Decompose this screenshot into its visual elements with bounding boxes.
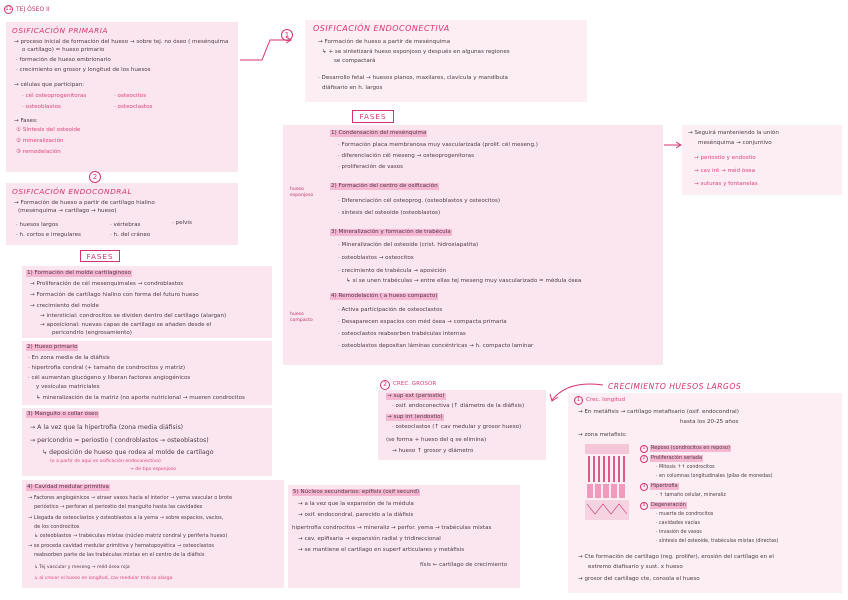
endocondral-step-title: 4) Cavidad medular primitiva	[27, 484, 109, 490]
step-line: · osteoclastos reabsorben trabéculas internas	[338, 331, 466, 337]
endocondral-line: · vértebras	[110, 222, 141, 228]
step-line: → de tipo esponjoso	[130, 467, 176, 472]
step-line: perióstico → perforan el periostio del manguito hasta las cavidades	[34, 504, 203, 510]
primaria-line: · crecimiento en grosor y longitud de los huesos	[16, 67, 151, 73]
largos-line: → zona metafisis:	[578, 432, 627, 438]
grosor-line: → hueso ↑ grosor y diámetro	[392, 448, 474, 454]
side-label-esponjoso: hueso esponjoso	[290, 187, 314, 198]
largos-bottom-line: → grosor del cartílago cte, consola el hueso	[578, 576, 700, 582]
largos-sub-title: Crec. longitud	[586, 397, 626, 403]
right-line: → periostio y endostio	[694, 155, 756, 161]
growth-plate-illustration	[585, 444, 629, 520]
primaria-line: o cartílago) = hueso primario	[22, 47, 105, 53]
endocondral-line: · pelvis	[172, 220, 192, 226]
zone-number: 4	[640, 502, 648, 510]
zone-line: · ↑ tamaño celular, mineraliz	[656, 493, 726, 498]
endoconectiva-number: 1	[281, 29, 293, 41]
endoconectiva-step-title: 3) Mineralización y formación de trabécula	[331, 229, 451, 235]
step-line: ↳ deposición de hueso que rodea al molde de cartílago	[42, 449, 214, 456]
step-line: · Mineralización del osteoide (crist. hidroxiapatita)	[338, 242, 479, 248]
step-line: · Desaparecen espacios con méd ósea → compacta primaria	[338, 319, 507, 325]
endocondral-line: · huesos largos	[16, 222, 59, 228]
step-line: · osteoblastos → osteocitos	[338, 255, 414, 261]
right-line: → Seguirá manteniendo la unión	[688, 130, 779, 136]
endocondral-step-title: 2) Hueso primario	[27, 344, 78, 350]
endoconectiva-step-title: 1) Condensación del mesénquima	[331, 130, 427, 136]
step-line: y vesículas matriciales	[36, 384, 100, 390]
endoconectiva-fases-label: FASES	[352, 110, 394, 123]
step-line: → a la vez que la expansión de la médula	[298, 501, 414, 507]
step-line: → Llegada de osteoclastos y osteoblastos a la yema → sobre espacios, vacíos,	[28, 515, 224, 521]
step-line: ↳ osteoblastos → trabéculas mixtas (núcleo matriz condral y periferia hueso)	[34, 533, 228, 539]
zone-line: · cavidades vacías	[656, 521, 700, 526]
endocondral-line: · h. del cráneo	[110, 232, 151, 238]
step-line: → cav. epifisaria → expansión radial y tridireccional	[298, 536, 441, 542]
step-line: → intersticial: condrocitos se dividen dentro del cartílago (alargan)	[40, 313, 227, 319]
endocondral-title: OSIFICACIÓN ENDOCONDRAL	[12, 187, 133, 196]
zone-title: Proliferación seriada	[651, 455, 703, 461]
right-line: mesénquima → conjuntivo	[698, 140, 772, 146]
step-line: de los condrocitos	[34, 524, 80, 530]
endoconectiva-line: ↳ + se sintetizará hueso esponjoso y después en algunas regiones	[322, 49, 510, 55]
primaria-cells-label: → células que participan:	[14, 82, 85, 88]
grosor-line: · osif. endoconectiva (↑ diámetro de la diáfisis)	[392, 403, 525, 409]
step-line: · hipertrofia condral (+ tamaño de condrocitos y matriz)	[28, 365, 186, 371]
step-line: ↳ al crecer el hueso en longitud, cav medular tmb se alarga	[34, 576, 173, 581]
endocondral-line: · h. cortos e irregulares	[16, 232, 81, 238]
step-line: → Formación de cartílago hialino con forma del futuro hueso	[30, 292, 199, 298]
step-line: hipertrofia condrocitos → mineraliz → perfor. yema → trabéculas mixtas	[292, 525, 492, 531]
primaria-phase: ③ remodelación	[16, 149, 61, 155]
endocondral-fases-label: FASES	[80, 250, 120, 262]
step-line: · Formación placa membranosa muy vascularizada (prolif. cél meseng.)	[338, 142, 538, 148]
primaria-line: · formación de hueso embrionario	[16, 57, 111, 63]
right-line: → cav int → méd ósea	[694, 168, 756, 174]
endoconectiva-line: diáfisario en h. largos	[322, 85, 383, 91]
endocondral-step-title: 1) Formación del molde cartilaginoso	[27, 270, 131, 276]
zone-number: 3	[640, 483, 648, 491]
step-line: físis ← cartílago de crecimiento	[420, 562, 508, 568]
step-line: · Activa participación de osteoclastos	[338, 307, 443, 313]
step-line: · Diferenciación cél osteoprog. (osteoblastos y osteocitos)	[338, 198, 501, 204]
cell-type: · osteoclastos	[114, 104, 153, 110]
zone-number: 1	[640, 445, 648, 453]
grosor-number: 2	[380, 380, 390, 390]
zone-title: Degeneración	[651, 502, 686, 508]
zone-line: · invasión de vasos	[656, 530, 702, 535]
endoconectiva-step-title: 4) Remodelación ( a hueso compacto)	[331, 293, 438, 299]
endoconectiva-title: OSIFICACIÓN ENDOCONECTIVA	[313, 24, 450, 33]
zone-line: · Mitosis ↑↑ condrocitos	[656, 465, 715, 470]
step-line: ↳ si se unen trabéculas → entre ellas tej meseng muy vascularizado = médula ósea	[346, 278, 582, 284]
endocondral-line: (mesénquima → cartílago → hueso)	[18, 208, 117, 214]
step-line: · crecimiento de trabécula → aposición	[338, 268, 447, 274]
connector-arrow	[240, 32, 300, 62]
endoconectiva-line: · Desarrollo fetal → huesos planos, maxilares, clavícula y mandíbula	[318, 75, 508, 81]
grosor-line: → sup ext (periostio)	[387, 393, 445, 399]
largos-bottom-line: extremo diafisario y sust. x hueso	[588, 564, 683, 570]
step-line: · proliferación de vasos	[338, 164, 404, 170]
primaria-title: OSIFICACIÓN PRIMARIA	[12, 26, 108, 35]
zone-title: Hipertrofia	[651, 483, 678, 489]
zone-line: · síntesis del osteoide, trabéculas mixtas (directas)	[656, 539, 779, 544]
endoconectiva-line: se compactará	[334, 58, 376, 64]
step-line: ↳ mineralización de la matriz (no aporte nutricional → mueren condrocitos	[36, 395, 245, 401]
page-title: TEJ ÓSEO II	[16, 6, 50, 13]
step-line: pericondrio (engrosamiento)	[52, 330, 132, 336]
primaria-line: → proceso inicial de formación del hueso → sobre tej. no óseo ( mesénquima	[14, 39, 229, 45]
cell-type: · osteoblastos	[22, 104, 61, 110]
cell-type: · cél osteoprogenitoras	[22, 93, 87, 99]
endoconectiva-step-title: 2) Formación del centro de osificación	[331, 183, 438, 189]
zone-title: Reposo (condrocitos en reposo)	[651, 445, 730, 451]
step-line: → pericondrio = periostio ( condroblastos → osteoblastos)	[30, 437, 209, 444]
step-line: · síntesis del osteoide (osteoblastos)	[338, 210, 441, 216]
endocondral-step-title: 5) Núcleos secundarios: epífisis (osif secund)	[293, 489, 420, 495]
primaria-phase: ① Síntesis del osteoide	[16, 127, 81, 133]
zone-number: 2	[640, 455, 648, 463]
right-line: → suturas y fontanelas	[694, 181, 758, 187]
endocondral-number: 2	[89, 171, 101, 183]
endocondral-step-title: 3) Manguito o collar óseo	[27, 411, 98, 417]
grosor-line: (se forma + hueso del q se elimina)	[386, 437, 487, 443]
fases-connector-arrow	[664, 141, 684, 149]
step-line: → osif. endocondral, parecido a la diáfisis	[298, 512, 414, 518]
step-line: reabsorben parte de las trabéculas mixtas en el centro de la diáfisis	[34, 552, 205, 558]
step-line: · diferenciación cél meseng → osteoprogenitoras	[338, 153, 474, 159]
endoconectiva-line: → Formación de hueso a partir de mesénquima	[318, 39, 451, 45]
grosor-line: → sup int (endostio)	[387, 414, 443, 420]
step-line: → Proliferación de cél mesenquimales → condroblastos	[30, 281, 184, 287]
step-line: → A la vez que la hipertrofia (zona media diáfisis)	[30, 424, 184, 431]
page-number-circle: 11	[5, 6, 12, 12]
step-line: → se mantiene el cartílago en superf articulares y metáfisis	[298, 547, 465, 553]
step-line: · En zona media de la diáfisis	[28, 355, 110, 361]
largos-bottom-line: → Cte formación de cartílago (reg. prolifer), erosión del cartílago en el	[578, 554, 774, 560]
step-line: → aposicional: nuevas capas de cartílago se añaden desde el	[40, 322, 212, 328]
zone-line: · en columnas longitudinales (pilas de monedas)	[656, 474, 773, 479]
grosor-title: CREC. GROSOR	[393, 381, 437, 387]
largos-sub-number: 1	[574, 396, 583, 405]
step-line: · cél aumentan glucógeno y liberan factores angiogénicos	[28, 375, 191, 381]
primaria-phase: ② mineralización	[16, 138, 64, 144]
step-line: · osteoblastos depositan láminas concéntricas → h. compacto laminar	[338, 343, 534, 349]
side-label-compacto: hueso compacto	[290, 312, 313, 323]
step-line: ↳ Tej vascular y meseng → méd ósea roja	[34, 565, 130, 570]
step-line: → crecimiento del molde	[30, 303, 99, 309]
step-line: → Factores angiogénicos → atraer vasos hacia el interior → yema vascular o brote	[28, 495, 233, 501]
endocondral-line: → Formación de hueso a partir de cartílago hialino	[14, 200, 155, 206]
largos-title: CRECIMIENTO HUESOS LARGOS	[608, 382, 742, 391]
cell-type: · osteocitos	[114, 93, 147, 99]
largos-line: hasta los 20-25 años	[680, 419, 739, 425]
zone-line: · muerte de condrocitos	[656, 512, 714, 517]
grosor-line: · osteoclastos (↑ cav medular y grosor hueso)	[392, 424, 522, 430]
largos-line: → En metáfisis → cartílago metafisario (osif. endocondral)	[578, 409, 739, 415]
step-line: → se proceda cavidad medular primitiva y hematopoyética → osteoclastos	[28, 543, 215, 549]
primaria-phases-label: → Fases:	[14, 118, 38, 124]
step-line: (o a partir de aquí es osificación endoconectiva)	[50, 459, 161, 464]
